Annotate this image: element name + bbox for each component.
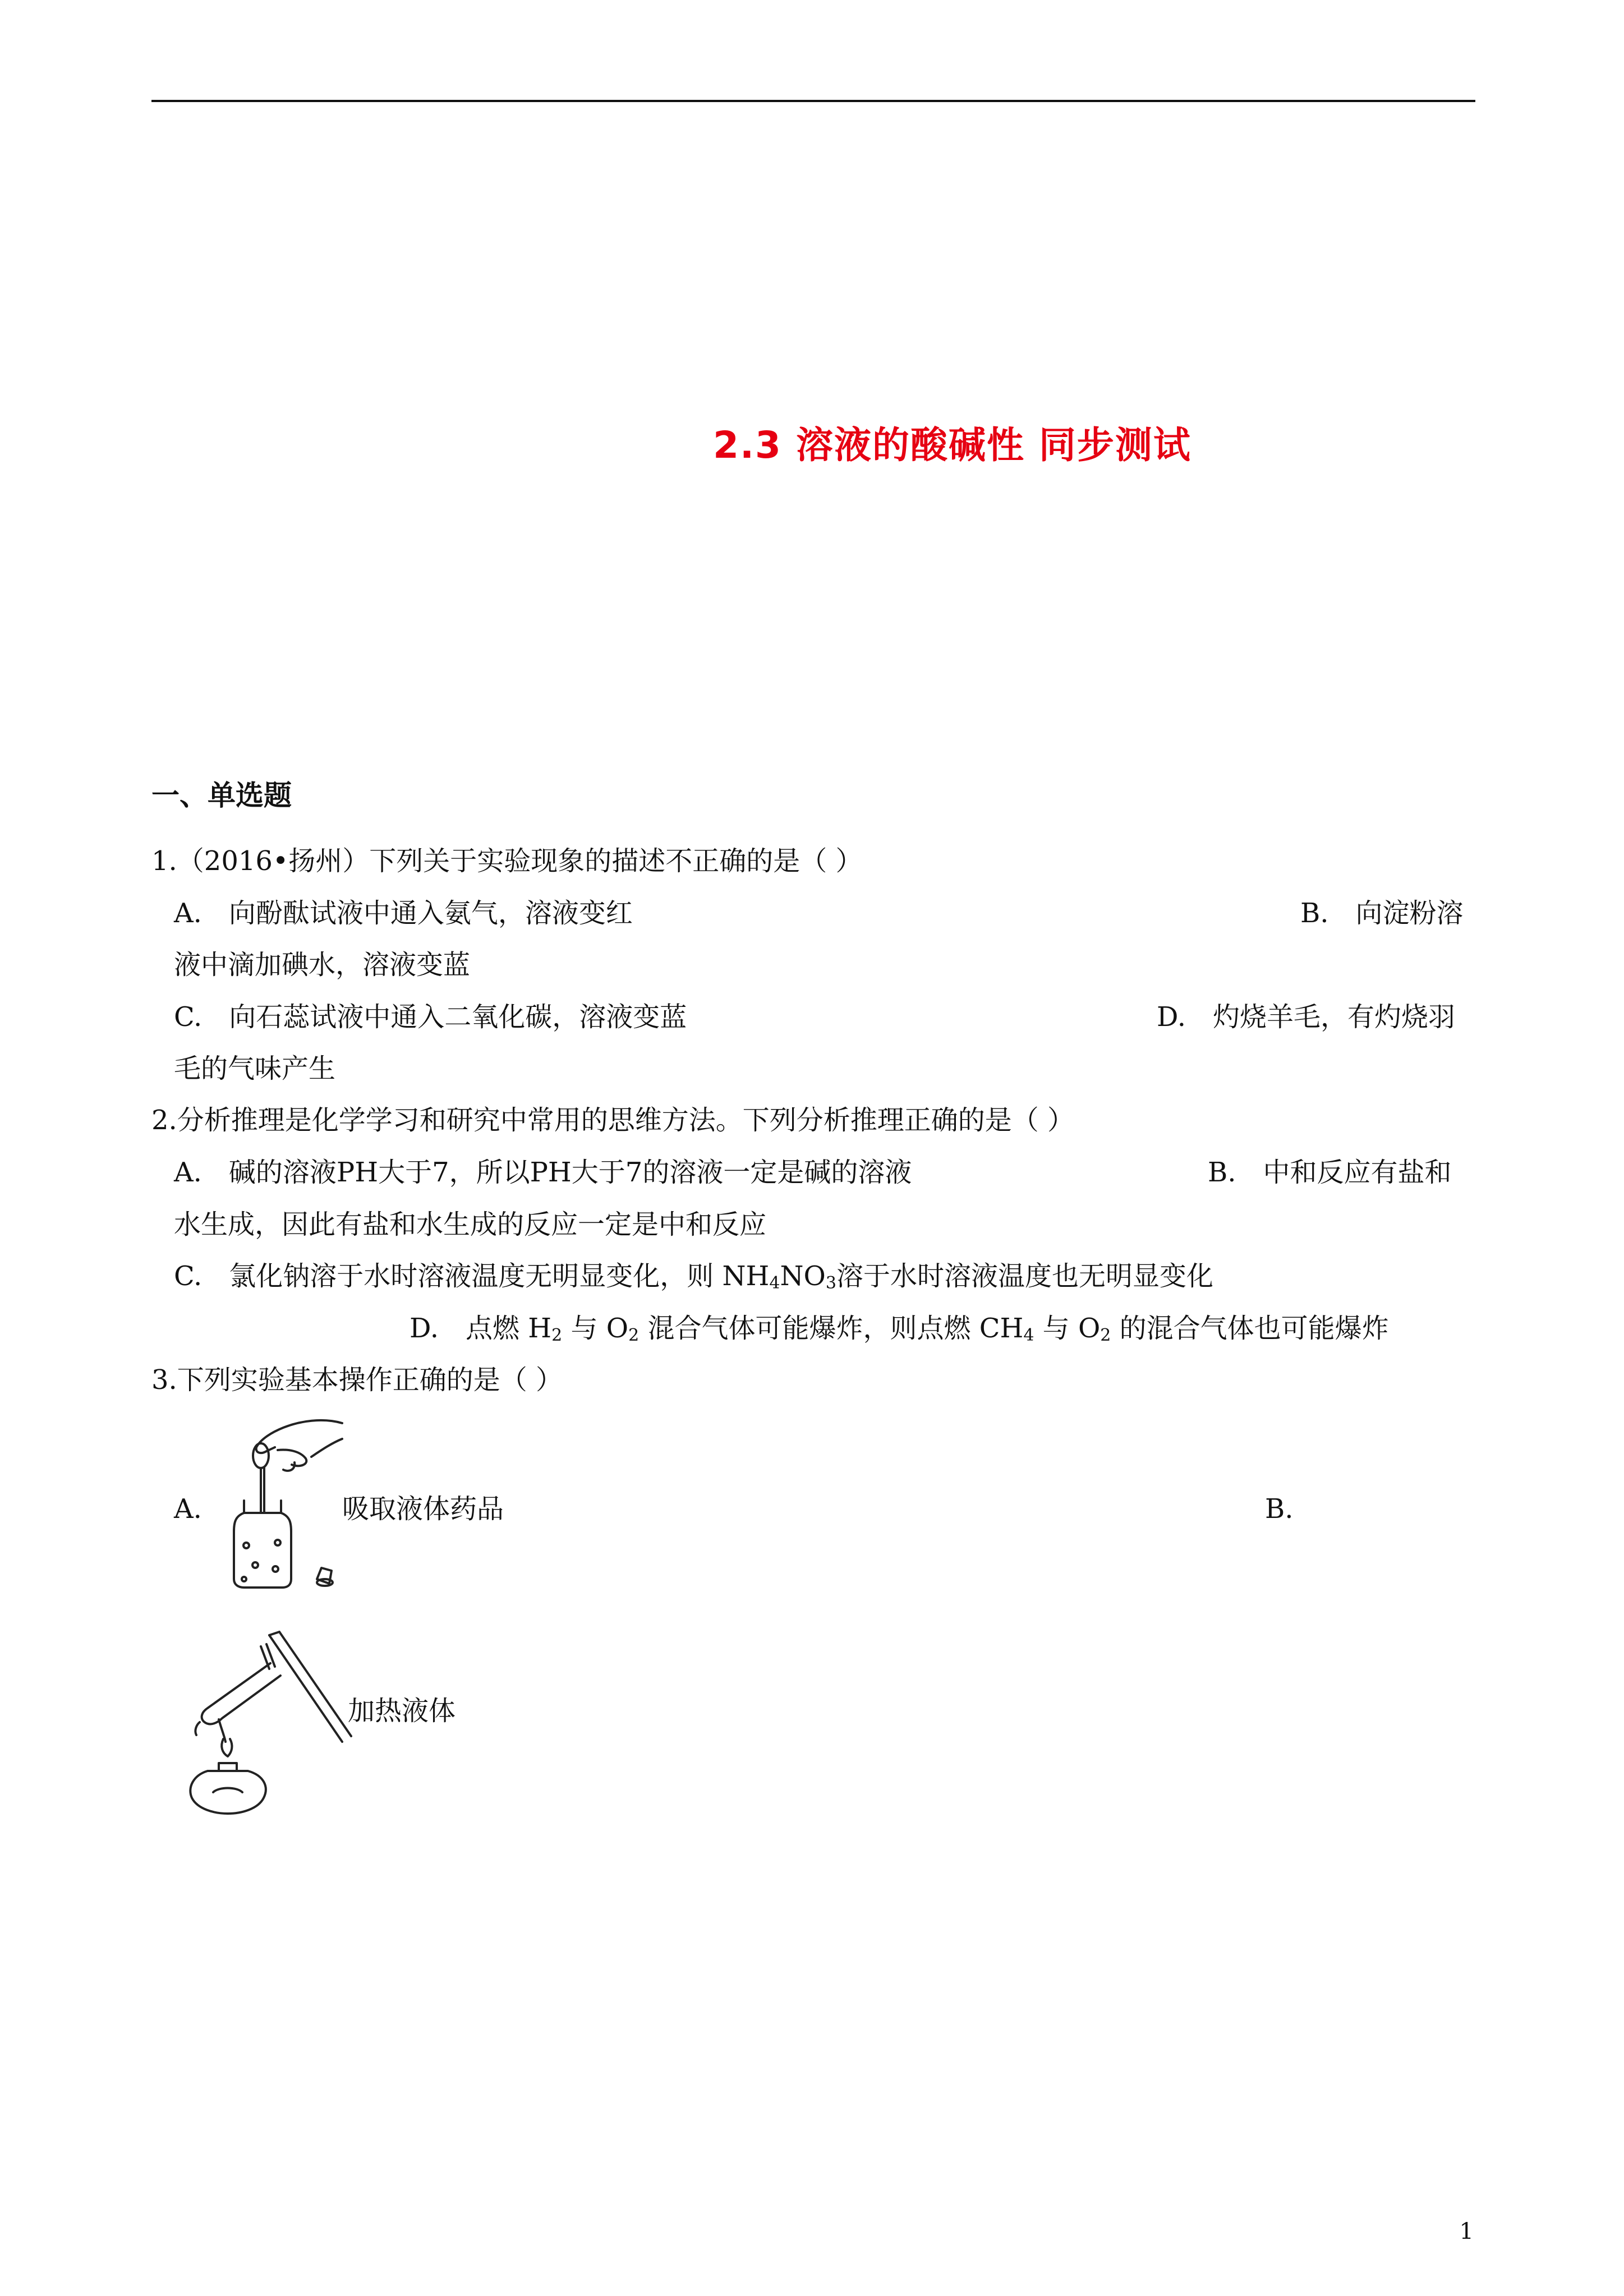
q3-option-a-label: 吸取液体药品 [342,1493,504,1525]
q2-option-b-tail: 水生成，因此有盐和水生成的反应一定是中和反应 [174,1209,767,1240]
q3-stem: 3.下列实验基本操作正确的是（ ） [151,1364,563,1396]
q2-option-d: D. 点燃 $H_2$ 与 $O_2$ 混合气体可能爆炸，则点燃 $CH_4$ 与 $O_2$ 的混合气体也可能爆炸 [410,1313,1389,1345]
dropper-bottle-illustration [227,1416,351,1607]
heating-test-tube-illustration [185,1624,359,1826]
q3-option-b-letter: B. [1265,1493,1294,1525]
q2-option-b-head: B. 中和反应有盐和 [1208,1157,1452,1188]
q2-stem: 2.分析推理是化学学习和研究中常用的思维方法。下列分析推理正确的是（ ） [151,1105,1075,1136]
page-number: 1 [1459,2219,1474,2244]
q3-option-a-letter: A. [174,1493,202,1525]
q2-option-c: C. 氯化钠溶于水时溶液温度无明显变化，则 $NH_4NO_3$溶于水时溶液温度也无明显变化 [174,1260,1213,1293]
q1-option-b-tail: 液中滴加碘水，溶液变蓝 [174,949,471,981]
q1-option-a: A. 向酚酞试液中通入氨气，溶液变红 [174,898,633,929]
q1-option-c: C. 向石蕊试液中通入二氧化碳，溶液变蓝 [174,1001,687,1033]
q3-option-b-label: 加热液体 [348,1695,456,1727]
q1-stem: 1.（2016•扬州）下列关于实验现象的描述不正确的是（ ） [151,845,863,877]
section-heading: 一、单选题 [151,779,292,812]
q1-option-b-head: B. 向淀粉溶 [1300,898,1464,929]
q1-option-d-tail: 毛的气味产生 [174,1053,336,1084]
page-title: 2.3 溶液的酸碱性 同步测试 [713,424,1191,467]
q2-option-a: A. 碱的溶液PH大于7，所以PH大于7的溶液一定是碱的溶液 [174,1157,912,1188]
q1-option-d-head: D. 灼烧羊毛，有灼烧羽 [1157,1001,1456,1033]
header-rule [151,100,1475,102]
